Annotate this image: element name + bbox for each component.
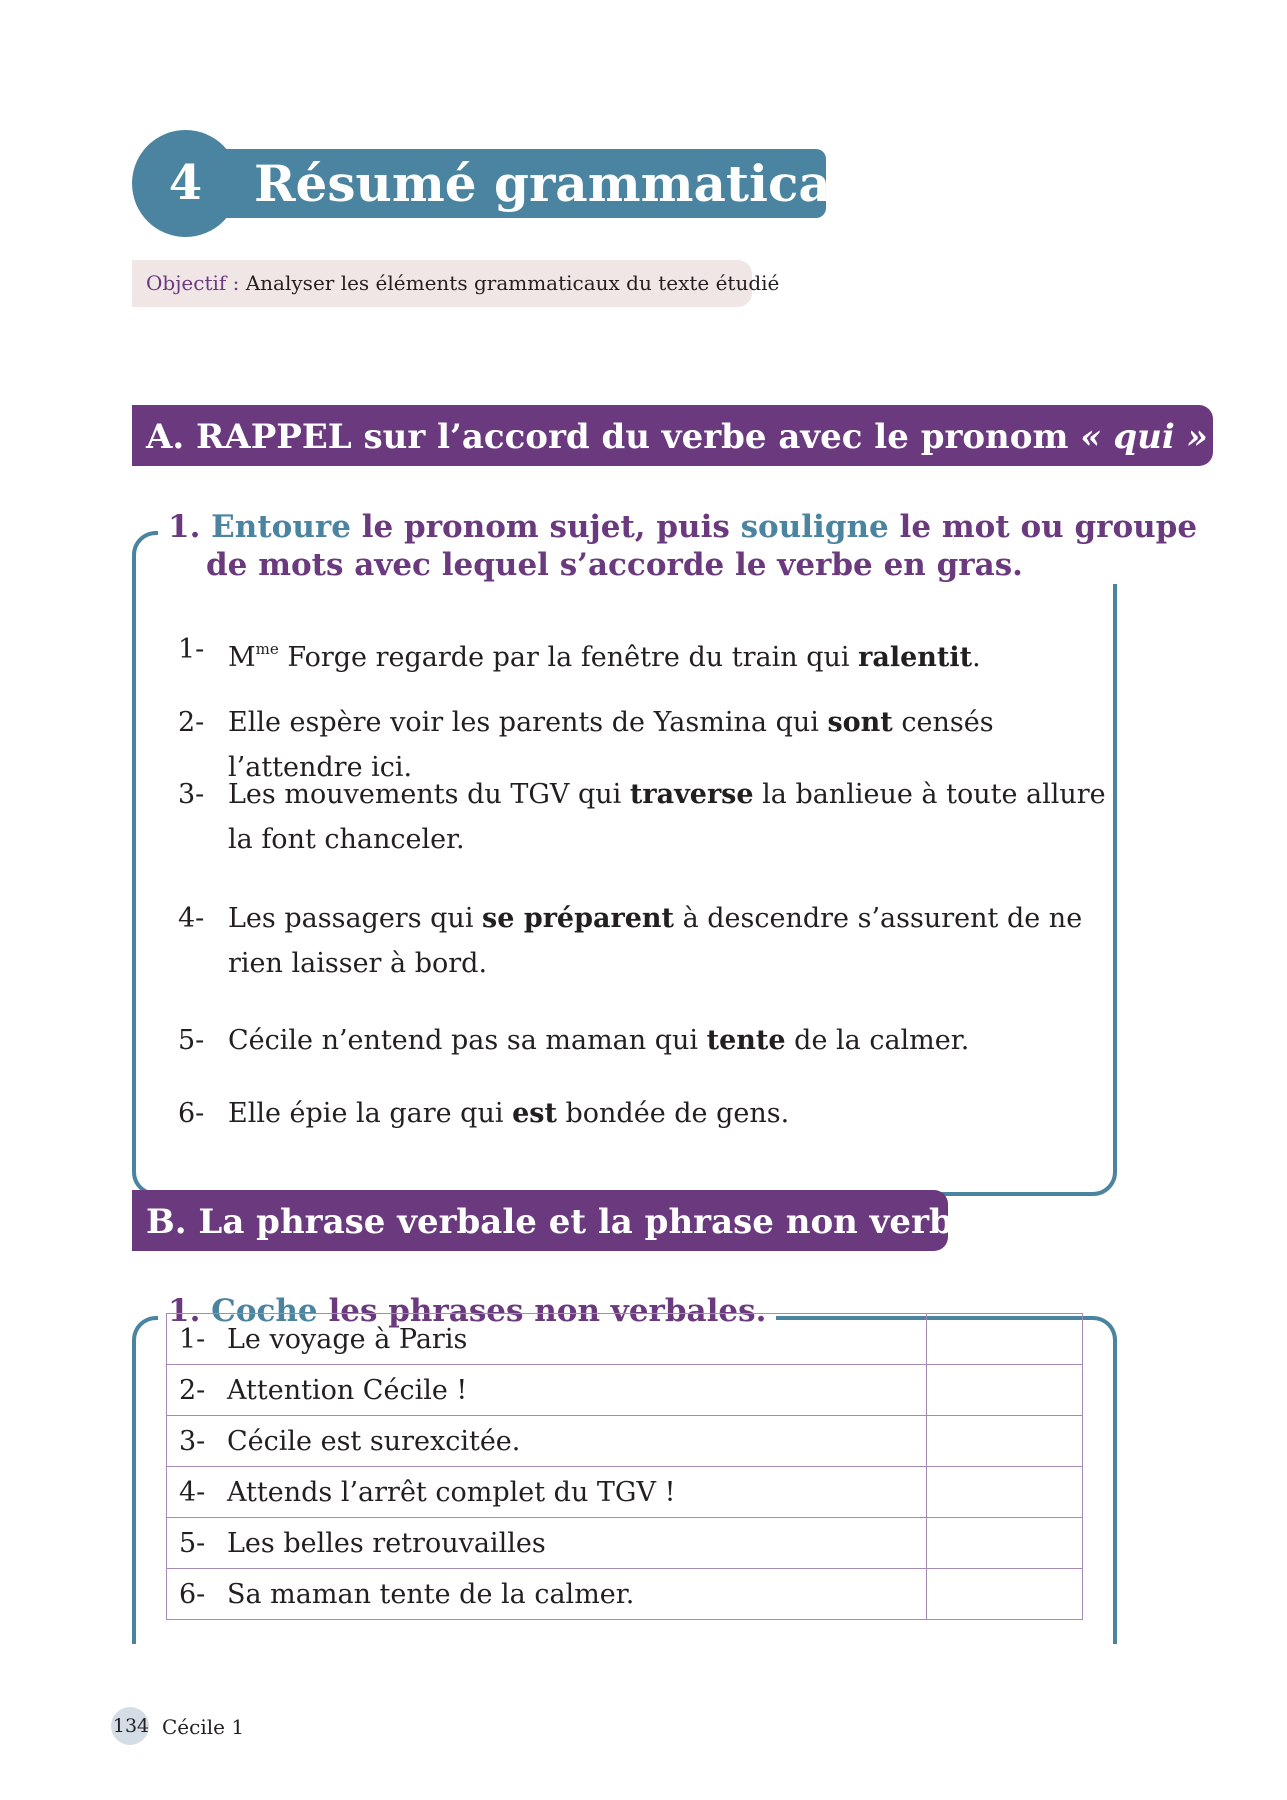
item-text [228,772,1108,862]
item-post: censés l’attendre ici. [228,707,994,783]
section-a-heading-text: A. RAPPEL sur l’accord du verbe avec le pronom [146,417,1081,457]
row-number: 2- [179,1374,206,1406]
table-row [167,1518,1083,1569]
item-post: . [972,642,981,673]
section-a-heading [132,405,1213,466]
item-pre: Cécile n’entend pas sa maman qui [228,1025,707,1056]
item-verb: traverse [629,779,754,810]
item-verb: sont [827,707,893,738]
item-pre: Elle épie la gare qui [228,1098,513,1129]
exercise-a1-instruction-line1 [168,508,1197,546]
item-post: bondée de gens. [556,1098,790,1129]
item-sup: me [255,640,279,658]
item-number: 5- [178,1025,205,1056]
item-verb: se préparent [482,903,674,934]
check-box-cell[interactable] [927,1314,1083,1365]
item-text [228,1018,1108,1063]
table-row [167,1365,1083,1416]
exercise-a1-instruction-line2: de mots avec lequel s’accorde le verbe en gras. [206,547,1023,583]
row-number: 1- [179,1323,206,1355]
row-number: 3- [179,1425,206,1457]
check-box-cell[interactable] [927,1365,1083,1416]
item-pre: Les mouvements du TGV qui [228,779,630,810]
exercise-b1-rest: les phrases non verbales. [317,1293,767,1329]
exercise-a1-part1: le pronom sujet, puis [350,509,741,545]
table-row [167,1416,1083,1467]
item-number: 3- [178,779,205,810]
item-verb: tente [706,1025,786,1056]
row-sentence: Les belles retrouvailles [227,1527,546,1559]
exercise-b1-verb-coche: Coche [211,1293,318,1329]
item-text [228,1091,1108,1136]
row-sentence: Sa maman tente de la calmer. [227,1578,635,1610]
check-box-cell[interactable] [927,1518,1083,1569]
objective-label: Objectif : [146,271,240,295]
exercise-a1-number: 1. [168,509,201,545]
row-text-cell [167,1416,927,1467]
objective-text: Analyser les éléments grammaticaux du texte étudié [239,271,780,295]
item-verb: ralentit [858,642,973,673]
item-post: la banlieue à toute allure la font chanceler. [228,779,1106,855]
item-number: 2- [178,707,205,738]
non-verbal-checklist-table [166,1313,1083,1620]
exercise-b1-number: 1. [168,1293,201,1329]
item-pre: Elle espère voir les parents de Yasmina qui [228,707,828,738]
row-text-cell [167,1314,927,1365]
exercise-a1-part2: le mot ou groupe [888,509,1198,545]
item-abbr: M [228,642,256,673]
exercise-a1-verb-souligne: souligne [740,509,889,545]
row-sentence: Cécile est surexcitée. [227,1425,521,1457]
item-verb: est [512,1098,557,1129]
row-text-cell [167,1518,927,1569]
chapter-number: 4 [168,155,203,211]
footer-chapter-title: Cécile 1 [162,1715,245,1739]
objective-box [132,260,780,307]
exercise-a1-instruction [158,508,1207,584]
item-pre: Les passagers qui [228,903,483,934]
page-number: 134 [112,1715,150,1737]
item-text [228,627,1108,680]
item-post: de la calmer. [785,1025,970,1056]
row-sentence: Le voyage à Paris [227,1323,468,1355]
item-number: 4- [178,903,205,934]
item-pre: Forge regarde par la fenêtre du train qui [278,642,859,673]
row-text-cell [167,1467,927,1518]
row-sentence: Attends l’arrêt complet du TGV ! [227,1476,676,1508]
check-box-cell[interactable] [927,1416,1083,1467]
check-box-cell[interactable] [927,1569,1083,1620]
exercise-a1-verb-entoure: Entoure [211,509,351,545]
row-number: 4- [179,1476,206,1508]
table-row [167,1314,1083,1365]
item-text [228,896,1108,986]
table-row [167,1569,1083,1620]
row-number: 5- [179,1527,206,1559]
chapter-title: Résumé grammatical [254,154,850,213]
row-text-cell [167,1365,927,1416]
check-box-cell[interactable] [927,1467,1083,1518]
section-a-heading-quote: « qui » [1080,417,1208,457]
item-post: à descendre s’assurent de ne rien laisser à bord. [228,903,1083,979]
row-number: 6- [179,1578,206,1610]
table-row [167,1467,1083,1518]
row-sentence: Attention Cécile ! [227,1374,468,1406]
item-number: 6- [178,1098,205,1129]
section-b-heading: B. La phrase verbale et la phrase non verbale [132,1190,948,1251]
item-number: 1- [178,634,205,665]
row-text-cell [167,1569,927,1620]
